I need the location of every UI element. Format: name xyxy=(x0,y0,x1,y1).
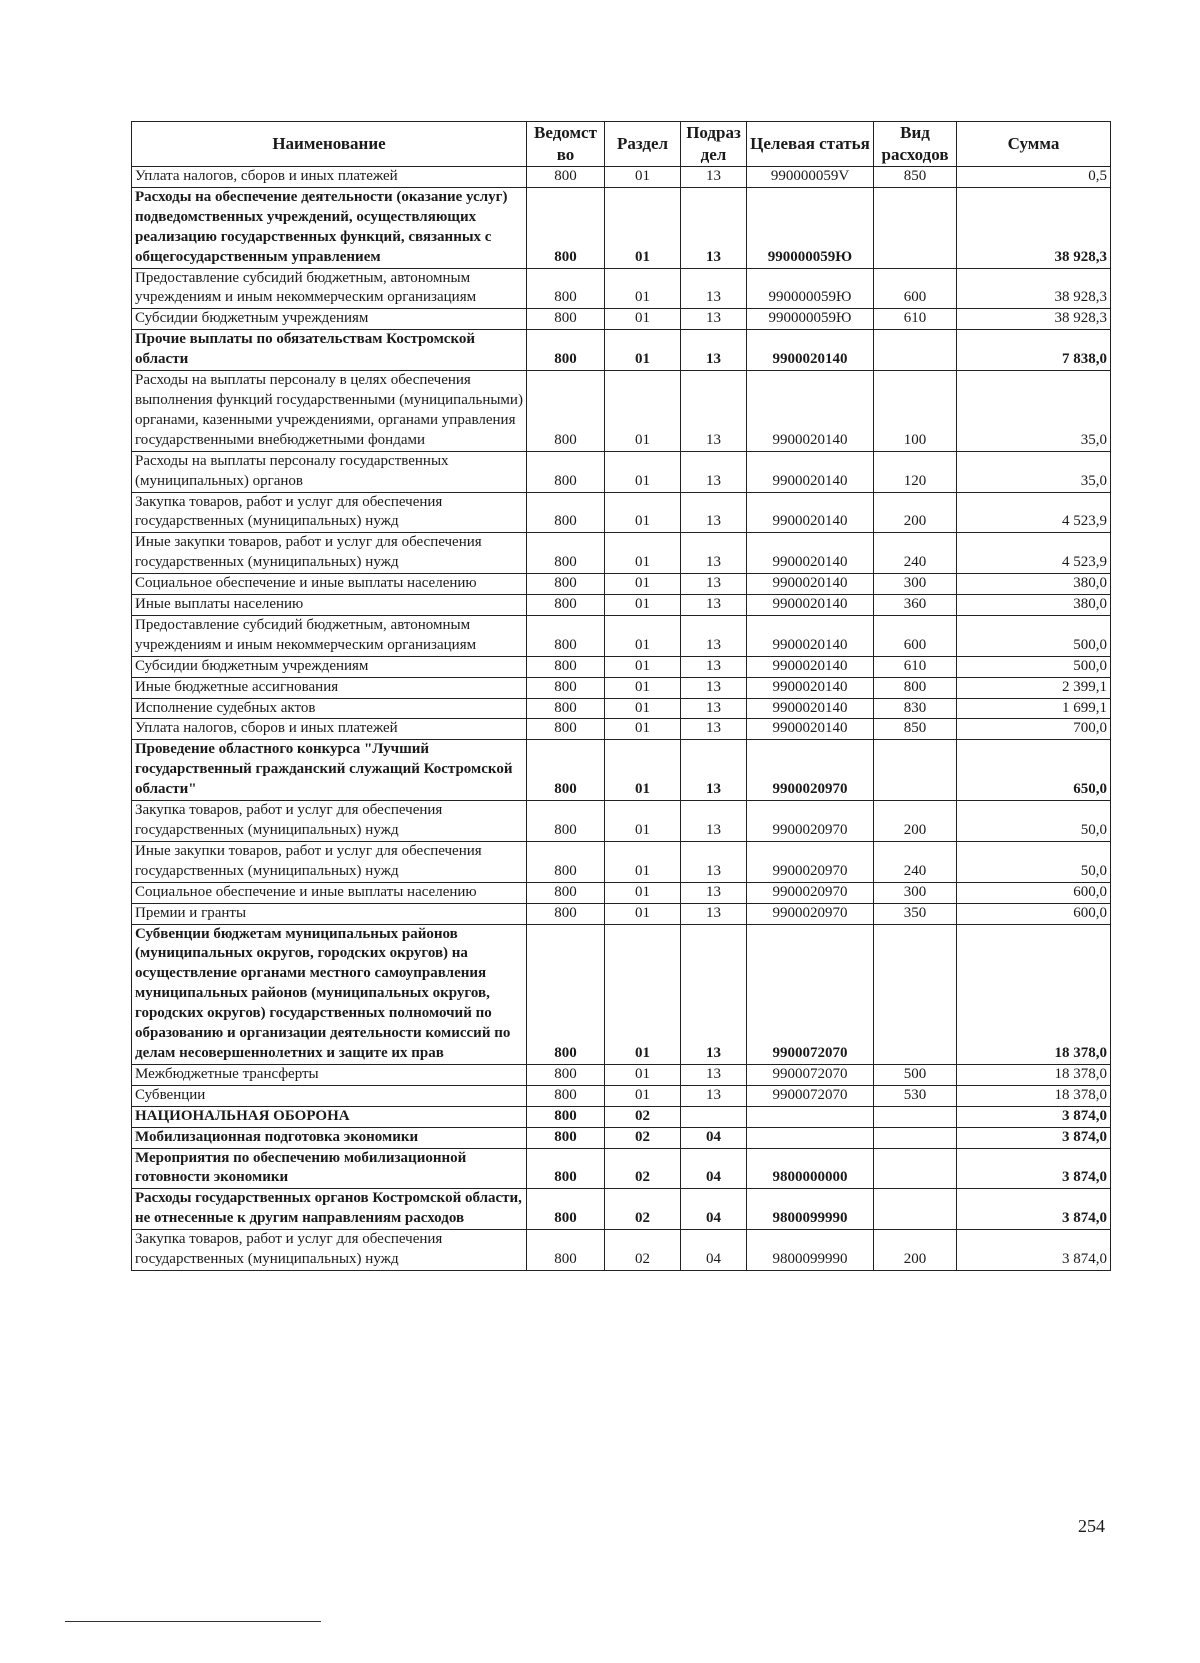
table-row xyxy=(132,268,1111,309)
cell-name: Расходы на обеспечение деятельности (оказание услуг) подведомственных учреждений, осуществляющих реализацию государственных функций, связанных с общегосударственным управлением xyxy=(132,187,527,268)
cell-subsection: 13 xyxy=(681,903,747,924)
cell-section: 01 xyxy=(605,1064,681,1085)
cell-amount: 35,0 xyxy=(957,451,1111,492)
cell-amount: 7 838,0 xyxy=(957,330,1111,371)
cell-amount: 3 874,0 xyxy=(957,1230,1111,1271)
cell-section: 01 xyxy=(605,330,681,371)
cell-section: 01 xyxy=(605,677,681,698)
cell-target-article xyxy=(747,1127,874,1148)
cell-amount: 380,0 xyxy=(957,574,1111,595)
cell-department: 800 xyxy=(527,574,605,595)
cell-target-article: 9900020970 xyxy=(747,882,874,903)
cell-target-article: 9800099990 xyxy=(747,1189,874,1230)
table-row xyxy=(132,1064,1111,1085)
cell-target-article: 9900020140 xyxy=(747,451,874,492)
cell-expense-type: 850 xyxy=(874,719,957,740)
cell-section: 02 xyxy=(605,1148,681,1189)
cell-subsection: 04 xyxy=(681,1148,747,1189)
cell-section: 01 xyxy=(605,574,681,595)
cell-amount: 35,0 xyxy=(957,371,1111,452)
cell-section: 01 xyxy=(605,533,681,574)
cell-expense-type: 500 xyxy=(874,1064,957,1085)
cell-subsection: 13 xyxy=(681,1064,747,1085)
cell-name: Межбюджетные трансферты xyxy=(132,1064,527,1085)
cell-subsection: 13 xyxy=(681,309,747,330)
cell-department: 800 xyxy=(527,677,605,698)
cell-amount: 50,0 xyxy=(957,801,1111,842)
cell-name: Уплата налогов, сборов и иных платежей xyxy=(132,167,527,188)
cell-target-article: 9900020970 xyxy=(747,841,874,882)
cell-amount: 3 874,0 xyxy=(957,1148,1111,1189)
cell-target-article: 9900020970 xyxy=(747,740,874,801)
cell-expense-type: 200 xyxy=(874,492,957,533)
cell-target-article: 9900020140 xyxy=(747,719,874,740)
cell-department: 800 xyxy=(527,903,605,924)
table-row xyxy=(132,924,1111,1064)
table-row xyxy=(132,451,1111,492)
cell-amount: 2 399,1 xyxy=(957,677,1111,698)
cell-amount: 700,0 xyxy=(957,719,1111,740)
cell-amount: 38 928,3 xyxy=(957,268,1111,309)
cell-department: 800 xyxy=(527,801,605,842)
cell-name: Иные бюджетные ассигнования xyxy=(132,677,527,698)
cell-expense-type: 120 xyxy=(874,451,957,492)
cell-subsection: 13 xyxy=(681,924,747,1064)
cell-subsection: 13 xyxy=(681,615,747,656)
header-expense-type: Вид расходов xyxy=(874,122,957,167)
cell-amount: 38 928,3 xyxy=(957,309,1111,330)
cell-amount: 38 928,3 xyxy=(957,187,1111,268)
cell-subsection: 13 xyxy=(681,719,747,740)
cell-name: Иные выплаты населению xyxy=(132,595,527,616)
cell-amount: 50,0 xyxy=(957,841,1111,882)
cell-subsection: 13 xyxy=(681,882,747,903)
cell-section: 01 xyxy=(605,492,681,533)
cell-amount: 3 874,0 xyxy=(957,1127,1111,1148)
cell-department: 800 xyxy=(527,451,605,492)
table-row xyxy=(132,1085,1111,1106)
cell-name: Проведение областного конкурса "Лучший государственный гражданский служащий Костромской области" xyxy=(132,740,527,801)
cell-name: Иные закупки товаров, работ и услуг для обеспечения государственных (муниципальных) нужд xyxy=(132,533,527,574)
table-row xyxy=(132,656,1111,677)
cell-name: Расходы на выплаты персоналу государственных (муниципальных) органов xyxy=(132,451,527,492)
cell-expense-type xyxy=(874,740,957,801)
cell-target-article xyxy=(747,1106,874,1127)
table-row xyxy=(132,903,1111,924)
cell-section: 01 xyxy=(605,595,681,616)
cell-target-article: 990000059Ю xyxy=(747,268,874,309)
cell-name: Исполнение судебных актов xyxy=(132,698,527,719)
header-section: Раздел xyxy=(605,122,681,167)
table-row xyxy=(132,371,1111,452)
cell-section: 02 xyxy=(605,1127,681,1148)
cell-name: Предоставление субсидий бюджетным, автономным учреждениям и иным некоммерческим организациям xyxy=(132,268,527,309)
cell-target-article: 990000059Ю xyxy=(747,309,874,330)
cell-expense-type xyxy=(874,1148,957,1189)
table-row xyxy=(132,595,1111,616)
cell-section: 01 xyxy=(605,615,681,656)
cell-subsection: 13 xyxy=(681,167,747,188)
table-row xyxy=(132,1106,1111,1127)
header-department: Ведомст во xyxy=(527,122,605,167)
cell-target-article: 9900072070 xyxy=(747,1085,874,1106)
cell-target-article: 9900020140 xyxy=(747,656,874,677)
table-row xyxy=(132,492,1111,533)
cell-subsection: 13 xyxy=(681,574,747,595)
cell-expense-type: 360 xyxy=(874,595,957,616)
cell-section: 01 xyxy=(605,698,681,719)
cell-name: Закупка товаров, работ и услуг для обеспечения государственных (муниципальных) нужд xyxy=(132,1230,527,1271)
cell-subsection: 13 xyxy=(681,492,747,533)
cell-department: 800 xyxy=(527,1148,605,1189)
cell-amount: 3 874,0 xyxy=(957,1106,1111,1127)
cell-department: 800 xyxy=(527,615,605,656)
cell-name: Социальное обеспечение и иные выплаты населению xyxy=(132,882,527,903)
cell-name: Социальное обеспечение и иные выплаты населению xyxy=(132,574,527,595)
table-row xyxy=(132,801,1111,842)
cell-department: 800 xyxy=(527,740,605,801)
cell-expense-type: 350 xyxy=(874,903,957,924)
table-row xyxy=(132,1230,1111,1271)
cell-subsection: 04 xyxy=(681,1230,747,1271)
cell-expense-type xyxy=(874,924,957,1064)
cell-expense-type xyxy=(874,1189,957,1230)
cell-name: Уплата налогов, сборов и иных платежей xyxy=(132,719,527,740)
cell-expense-type: 240 xyxy=(874,841,957,882)
cell-expense-type: 530 xyxy=(874,1085,957,1106)
cell-section: 02 xyxy=(605,1189,681,1230)
cell-subsection: 13 xyxy=(681,801,747,842)
cell-target-article: 9900072070 xyxy=(747,924,874,1064)
cell-expense-type: 240 xyxy=(874,533,957,574)
cell-expense-type: 610 xyxy=(874,656,957,677)
cell-subsection: 13 xyxy=(681,698,747,719)
cell-name: Иные закупки товаров, работ и услуг для обеспечения государственных (муниципальных) нужд xyxy=(132,841,527,882)
table-row xyxy=(132,1127,1111,1148)
cell-section: 02 xyxy=(605,1106,681,1127)
table-row xyxy=(132,187,1111,268)
cell-expense-type: 300 xyxy=(874,574,957,595)
cell-section: 01 xyxy=(605,801,681,842)
table-row xyxy=(132,677,1111,698)
cell-section: 01 xyxy=(605,719,681,740)
footer-rule xyxy=(65,1621,321,1622)
header-amount: Сумма xyxy=(957,122,1111,167)
cell-expense-type: 600 xyxy=(874,268,957,309)
cell-amount: 0,5 xyxy=(957,167,1111,188)
cell-name: Премии и гранты xyxy=(132,903,527,924)
cell-target-article: 990000059V xyxy=(747,167,874,188)
cell-department: 800 xyxy=(527,595,605,616)
cell-target-article: 990000059Ю xyxy=(747,187,874,268)
cell-section: 01 xyxy=(605,656,681,677)
cell-department: 800 xyxy=(527,187,605,268)
cell-expense-type: 200 xyxy=(874,1230,957,1271)
cell-department: 800 xyxy=(527,1189,605,1230)
cell-department: 800 xyxy=(527,1064,605,1085)
cell-section: 01 xyxy=(605,882,681,903)
cell-expense-type xyxy=(874,1127,957,1148)
cell-target-article: 9800099990 xyxy=(747,1230,874,1271)
cell-target-article: 9900020140 xyxy=(747,615,874,656)
cell-target-article: 9800000000 xyxy=(747,1148,874,1189)
cell-amount: 3 874,0 xyxy=(957,1189,1111,1230)
cell-name: НАЦИОНАЛЬНАЯ ОБОРОНА xyxy=(132,1106,527,1127)
budget-table xyxy=(131,121,1111,1271)
cell-subsection: 13 xyxy=(681,595,747,616)
cell-section: 01 xyxy=(605,740,681,801)
cell-name: Закупка товаров, работ и услуг для обеспечения государственных (муниципальных) нужд xyxy=(132,801,527,842)
cell-subsection: 13 xyxy=(681,533,747,574)
cell-department: 800 xyxy=(527,882,605,903)
cell-department: 800 xyxy=(527,330,605,371)
cell-name: Прочие выплаты по обязательствам Костромской области xyxy=(132,330,527,371)
cell-expense-type: 200 xyxy=(874,801,957,842)
cell-subsection: 13 xyxy=(681,268,747,309)
cell-subsection: 04 xyxy=(681,1127,747,1148)
cell-amount: 650,0 xyxy=(957,740,1111,801)
cell-amount: 600,0 xyxy=(957,882,1111,903)
cell-expense-type: 610 xyxy=(874,309,957,330)
cell-expense-type: 830 xyxy=(874,698,957,719)
cell-expense-type xyxy=(874,187,957,268)
table-row xyxy=(132,1189,1111,1230)
cell-subsection: 04 xyxy=(681,1189,747,1230)
cell-department: 800 xyxy=(527,1106,605,1127)
cell-section: 01 xyxy=(605,309,681,330)
header-subsection: Подраз дел xyxy=(681,122,747,167)
table-row xyxy=(132,615,1111,656)
cell-section: 01 xyxy=(605,903,681,924)
cell-name: Мобилизационная подготовка экономики xyxy=(132,1127,527,1148)
cell-amount: 500,0 xyxy=(957,615,1111,656)
cell-name: Субвенции xyxy=(132,1085,527,1106)
cell-amount: 380,0 xyxy=(957,595,1111,616)
cell-subsection: 13 xyxy=(681,451,747,492)
cell-section: 02 xyxy=(605,1230,681,1271)
cell-subsection: 13 xyxy=(681,841,747,882)
cell-subsection: 13 xyxy=(681,656,747,677)
cell-subsection: 13 xyxy=(681,1085,747,1106)
cell-department: 800 xyxy=(527,924,605,1064)
cell-target-article: 9900020140 xyxy=(747,533,874,574)
cell-expense-type xyxy=(874,330,957,371)
cell-subsection: 13 xyxy=(681,187,747,268)
cell-department: 800 xyxy=(527,167,605,188)
table-row xyxy=(132,841,1111,882)
cell-amount: 18 378,0 xyxy=(957,924,1111,1064)
cell-name: Предоставление субсидий бюджетным, автономным учреждениям и иным некоммерческим организациям xyxy=(132,615,527,656)
cell-amount: 600,0 xyxy=(957,903,1111,924)
cell-target-article: 9900020140 xyxy=(747,371,874,452)
cell-section: 01 xyxy=(605,451,681,492)
cell-section: 01 xyxy=(605,268,681,309)
cell-department: 800 xyxy=(527,1230,605,1271)
cell-target-article: 9900020140 xyxy=(747,574,874,595)
cell-expense-type: 600 xyxy=(874,615,957,656)
header-name: Наименование xyxy=(132,122,527,167)
cell-section: 01 xyxy=(605,841,681,882)
cell-target-article: 9900020140 xyxy=(747,330,874,371)
cell-amount: 18 378,0 xyxy=(957,1085,1111,1106)
table-header-row xyxy=(132,122,1111,167)
cell-department: 800 xyxy=(527,656,605,677)
table-row xyxy=(132,1148,1111,1189)
cell-amount: 4 523,9 xyxy=(957,492,1111,533)
table-body xyxy=(132,167,1111,1271)
table-row xyxy=(132,740,1111,801)
cell-name: Субвенции бюджетам муниципальных районов (муниципальных округов, городских округов) на осуществление органами местного самоуправления муниципальных районов (муниципальных округов, городских округов) государственных полномочий по образованию и организации деятельности комиссий по делам несовершеннолетних и защите их прав xyxy=(132,924,527,1064)
cell-amount: 500,0 xyxy=(957,656,1111,677)
cell-expense-type: 300 xyxy=(874,882,957,903)
cell-amount: 1 699,1 xyxy=(957,698,1111,719)
cell-department: 800 xyxy=(527,698,605,719)
cell-section: 01 xyxy=(605,187,681,268)
cell-subsection: 13 xyxy=(681,740,747,801)
cell-expense-type: 850 xyxy=(874,167,957,188)
cell-department: 800 xyxy=(527,719,605,740)
table-row xyxy=(132,719,1111,740)
cell-target-article: 9900020970 xyxy=(747,903,874,924)
table-row xyxy=(132,167,1111,188)
cell-target-article: 9900020140 xyxy=(747,492,874,533)
cell-amount: 4 523,9 xyxy=(957,533,1111,574)
cell-department: 800 xyxy=(527,309,605,330)
header-target-article: Целевая статья xyxy=(747,122,874,167)
table-row xyxy=(132,309,1111,330)
table-row xyxy=(132,533,1111,574)
cell-section: 01 xyxy=(605,371,681,452)
cell-subsection: 13 xyxy=(681,330,747,371)
table-row xyxy=(132,882,1111,903)
cell-expense-type: 100 xyxy=(874,371,957,452)
cell-section: 01 xyxy=(605,1085,681,1106)
cell-name: Субсидии бюджетным учреждениям xyxy=(132,656,527,677)
table-row xyxy=(132,574,1111,595)
cell-section: 01 xyxy=(605,924,681,1064)
cell-name: Субсидии бюджетным учреждениям xyxy=(132,309,527,330)
cell-department: 800 xyxy=(527,1085,605,1106)
cell-name: Мероприятия по обеспечению мобилизационной готовности экономики xyxy=(132,1148,527,1189)
cell-name: Закупка товаров, работ и услуг для обеспечения государственных (муниципальных) нужд xyxy=(132,492,527,533)
cell-amount: 18 378,0 xyxy=(957,1064,1111,1085)
cell-target-article: 9900072070 xyxy=(747,1064,874,1085)
cell-subsection: 13 xyxy=(681,677,747,698)
cell-name: Расходы государственных органов Костромской области, не отнесенные к другим направлениям расходов xyxy=(132,1189,527,1230)
cell-subsection: 13 xyxy=(681,371,747,452)
cell-department: 800 xyxy=(527,492,605,533)
cell-section: 01 xyxy=(605,167,681,188)
cell-expense-type: 800 xyxy=(874,677,957,698)
cell-target-article: 9900020970 xyxy=(747,801,874,842)
cell-name: Расходы на выплаты персоналу в целях обеспечения выполнения функций государственными (муниципальными) органами, казенными учреждениями, органами управления государственными внебюджетными фондами xyxy=(132,371,527,452)
table-row xyxy=(132,698,1111,719)
cell-target-article: 9900020140 xyxy=(747,595,874,616)
cell-target-article: 9900020140 xyxy=(747,677,874,698)
cell-department: 800 xyxy=(527,371,605,452)
table-row xyxy=(132,330,1111,371)
cell-department: 800 xyxy=(527,1127,605,1148)
page-number: 254 xyxy=(1078,1516,1105,1536)
cell-department: 800 xyxy=(527,268,605,309)
cell-target-article: 9900020140 xyxy=(747,698,874,719)
cell-subsection xyxy=(681,1106,747,1127)
cell-department: 800 xyxy=(527,533,605,574)
cell-expense-type xyxy=(874,1106,957,1127)
cell-department: 800 xyxy=(527,841,605,882)
